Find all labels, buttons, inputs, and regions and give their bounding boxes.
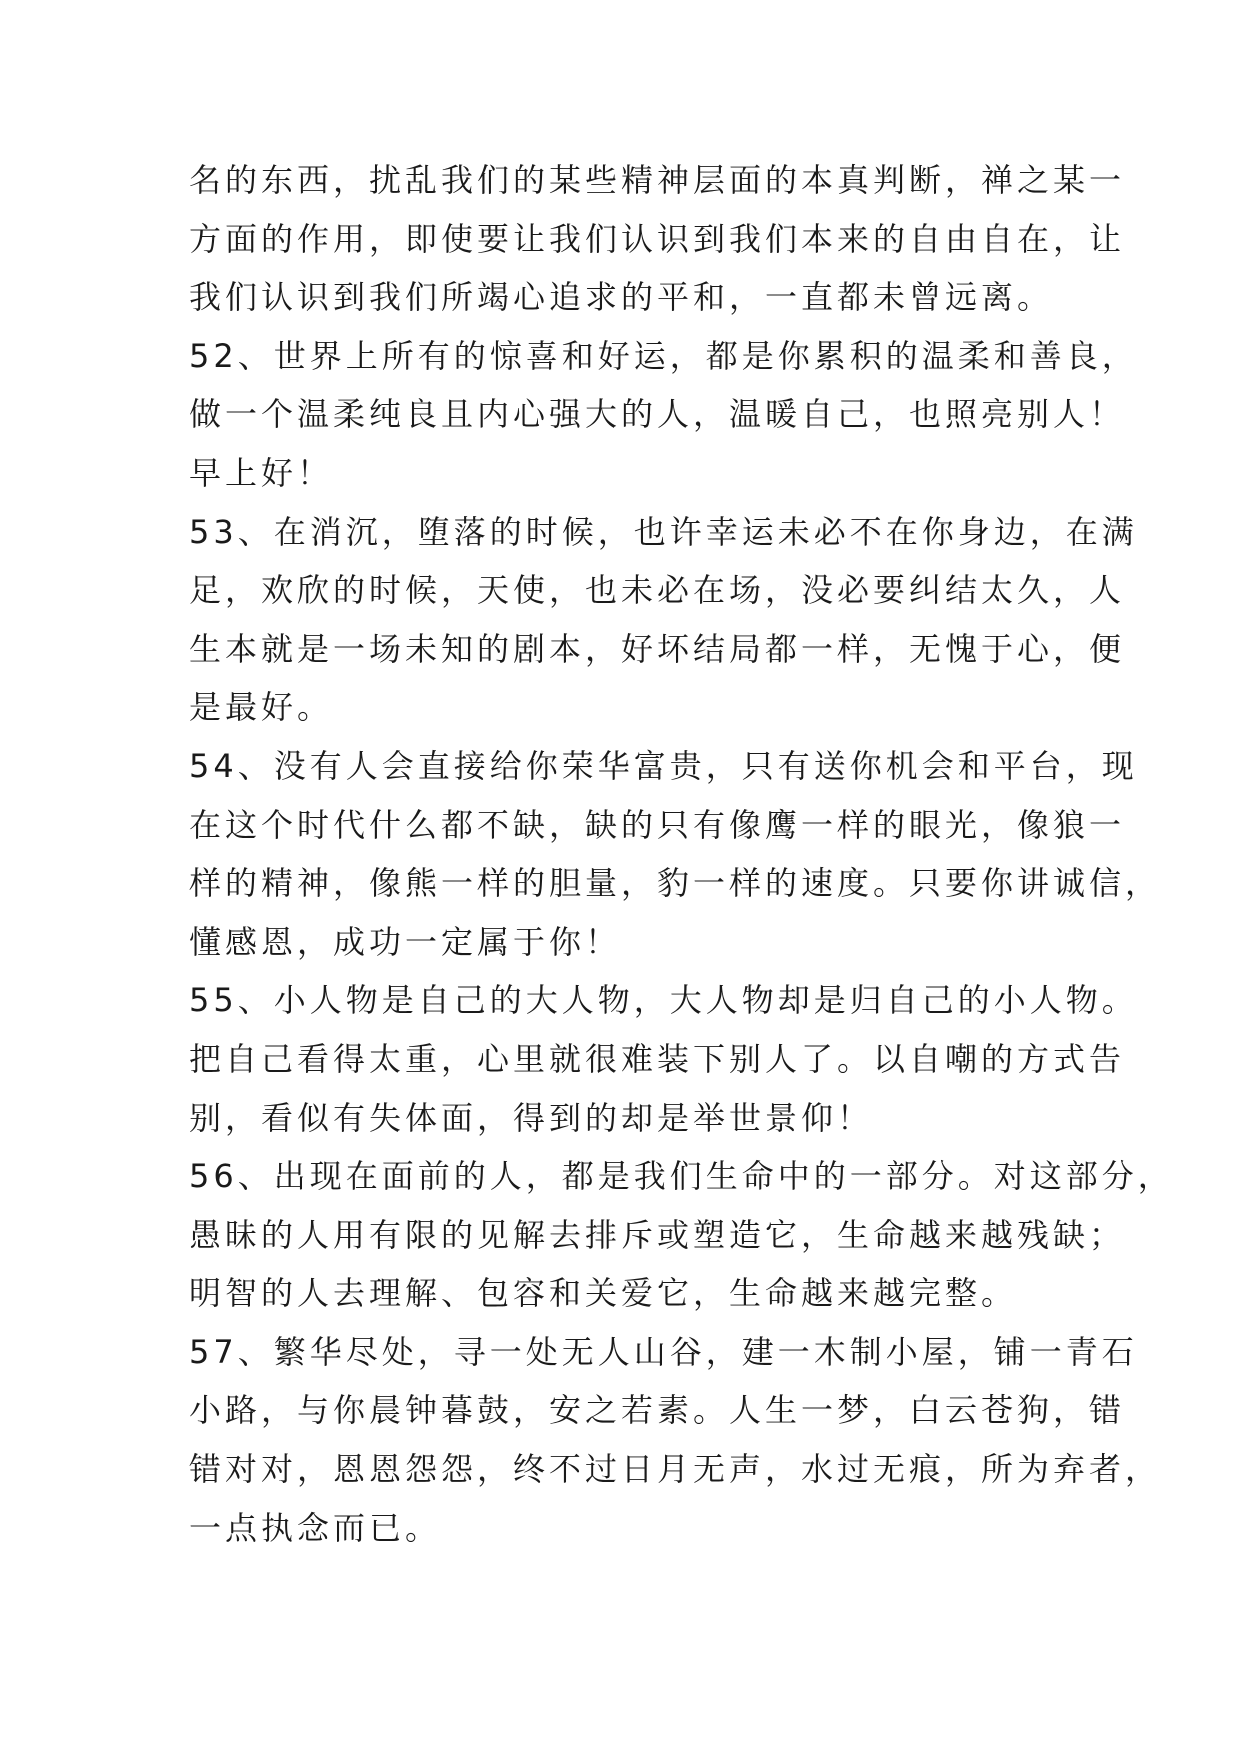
text-line: 53、在消沉，堕落的时候，也许幸运未必不在你身边，在满 [189,512,1138,551]
text-line: 55、小人物是自己的大人物，大人物却是归自己的小人物。 [189,981,1138,1020]
text-line: 样的精神，像熊一样的胆量，豹一样的速度。只要你讲诚信， [189,864,1162,903]
text-line: 54、没有人会直接给你荣华富贵，只有送你机会和平台，现 [189,746,1138,785]
text-line: 生本就是一场未知的剧本，好坏结局都一样，无愧于心，便 [189,629,1126,668]
text-line: 做一个温柔纯良且内心强大的人，温暖自己，也照亮别人！ [189,395,1126,434]
text-line: 一点执念而已。 [189,1508,442,1547]
text-line: 小路，与你晨钟暮鼓，安之若素。人生一梦，白云苍狗，错 [189,1391,1126,1430]
text-line: 把自己看得太重，心里就很难装下别人了。以自嘲的方式告 [189,1039,1126,1078]
text-line: 是最好。 [189,688,334,727]
body-text [189,151,1174,1557]
text-line: 52、世界上所有的惊喜和好运，都是你累积的温柔和善良， [189,336,1138,375]
text-line: 别，看似有失体面，得到的却是举世景仰！ [189,1098,874,1137]
text-line: 错对对，恩恩怨怨，终不过日月无声，水过无痕，所为弃者， [189,1450,1162,1489]
text-line: 57、繁华尽处，寻一处无人山谷，建一木制小屋，铺一青石 [189,1332,1138,1371]
text-line: 我们认识到我们所竭心追求的平和，一直都未曾远离。 [189,278,1054,317]
text-line: 足，欢欣的时候，天使，也未必在场，没必要纠结太久，人 [189,571,1126,610]
text-line: 明智的人去理解、包容和关爱它，生命越来越完整。 [189,1274,1018,1313]
text-line: 愚昧的人用有限的见解去排斥或塑造它，生命越来越残缺； [189,1215,1126,1254]
text-line: 懂感恩，成功一定属于你！ [189,922,622,961]
text-line: 名的东西，扰乱我们的某些精神层面的本真判断，禅之某一 [189,161,1126,199]
text-line: 在这个时代什么都不缺，缺的只有像鹰一样的眼光，像狼一 [189,805,1126,844]
text-line: 56、出现在面前的人，都是我们生命中的一部分。对这部分， [189,1157,1174,1196]
text-line: 早上好！ [189,453,334,492]
text-line: 方面的作用，即使要让我们认识到我们本来的自由自在，让 [189,219,1126,258]
